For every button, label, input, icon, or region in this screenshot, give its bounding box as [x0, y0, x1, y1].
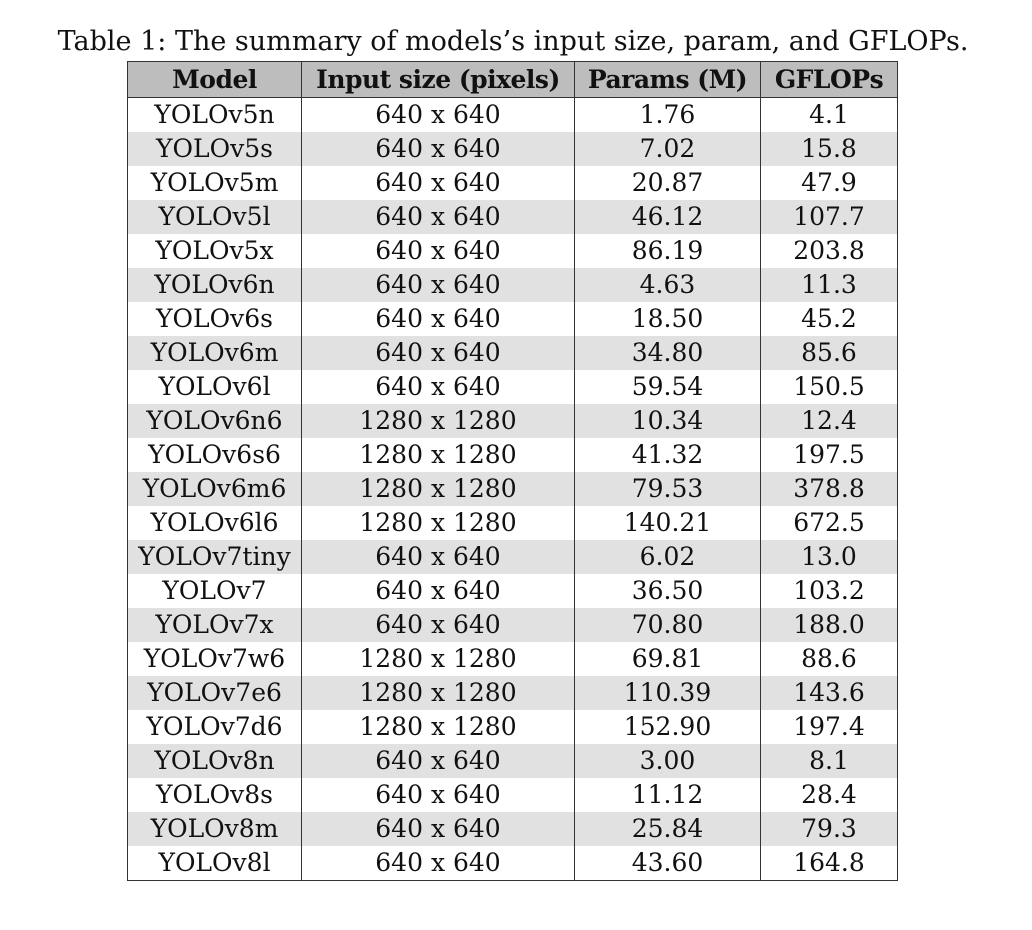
cell-input-size: 640 x 640 — [302, 132, 575, 166]
table-row — [128, 540, 898, 574]
cell-model: YOLOv6l — [128, 370, 302, 404]
header-model: Model — [128, 62, 302, 98]
cell-model: YOLOv5n — [128, 98, 302, 133]
cell-input-size: 640 x 640 — [302, 200, 575, 234]
cell-gflops: 88.6 — [761, 642, 898, 676]
cell-params: 43.60 — [575, 846, 761, 881]
cell-gflops: 47.9 — [761, 166, 898, 200]
cell-input-size: 640 x 640 — [302, 234, 575, 268]
table-row — [128, 370, 898, 404]
cell-input-size: 640 x 640 — [302, 744, 575, 778]
cell-params: 86.19 — [575, 234, 761, 268]
cell-params: 3.00 — [575, 744, 761, 778]
cell-params: 25.84 — [575, 812, 761, 846]
cell-model: YOLOv6n6 — [128, 404, 302, 438]
cell-input-size: 640 x 640 — [302, 846, 575, 881]
header-gflops: GFLOPs — [761, 62, 898, 98]
cell-gflops: 85.6 — [761, 336, 898, 370]
table-header — [128, 62, 898, 98]
cell-model: YOLOv7tiny — [128, 540, 302, 574]
cell-gflops: 672.5 — [761, 506, 898, 540]
cell-model: YOLOv6l6 — [128, 506, 302, 540]
cell-input-size: 1280 x 1280 — [302, 472, 575, 506]
cell-input-size: 640 x 640 — [302, 336, 575, 370]
cell-model: YOLOv6n — [128, 268, 302, 302]
cell-gflops: 203.8 — [761, 234, 898, 268]
table-row — [128, 166, 898, 200]
cell-model: YOLOv6m6 — [128, 472, 302, 506]
cell-params: 41.32 — [575, 438, 761, 472]
cell-params: 59.54 — [575, 370, 761, 404]
cell-params: 70.80 — [575, 608, 761, 642]
cell-gflops: 8.1 — [761, 744, 898, 778]
cell-model: YOLOv5m — [128, 166, 302, 200]
cell-gflops: 45.2 — [761, 302, 898, 336]
cell-params: 152.90 — [575, 710, 761, 744]
cell-gflops: 103.2 — [761, 574, 898, 608]
cell-gflops: 28.4 — [761, 778, 898, 812]
cell-params: 69.81 — [575, 642, 761, 676]
cell-model: YOLOv7e6 — [128, 676, 302, 710]
cell-model: YOLOv7 — [128, 574, 302, 608]
cell-model: YOLOv8m — [128, 812, 302, 846]
cell-input-size: 640 x 640 — [302, 98, 575, 133]
table-row — [128, 132, 898, 166]
table-row — [128, 812, 898, 846]
cell-model: YOLOv5l — [128, 200, 302, 234]
cell-input-size: 640 x 640 — [302, 540, 575, 574]
cell-input-size: 640 x 640 — [302, 608, 575, 642]
cell-input-size: 640 x 640 — [302, 268, 575, 302]
cell-params: 36.50 — [575, 574, 761, 608]
table-row — [128, 302, 898, 336]
table-row — [128, 846, 898, 881]
cell-gflops: 107.7 — [761, 200, 898, 234]
table-row — [128, 642, 898, 676]
cell-gflops: 79.3 — [761, 812, 898, 846]
table-row — [128, 608, 898, 642]
cell-gflops: 197.5 — [761, 438, 898, 472]
cell-model: YOLOv7x — [128, 608, 302, 642]
table-row — [128, 472, 898, 506]
header-input-size: Input size (pixels) — [302, 62, 575, 98]
table-row — [128, 404, 898, 438]
cell-model: YOLOv8s — [128, 778, 302, 812]
table-row — [128, 574, 898, 608]
table-row — [128, 268, 898, 302]
cell-model: YOLOv6s — [128, 302, 302, 336]
cell-gflops: 4.1 — [761, 98, 898, 133]
table-row — [128, 506, 898, 540]
cell-params: 6.02 — [575, 540, 761, 574]
cell-gflops: 15.8 — [761, 132, 898, 166]
cell-params: 34.80 — [575, 336, 761, 370]
cell-input-size: 1280 x 1280 — [302, 642, 575, 676]
table-row — [128, 98, 898, 133]
cell-gflops: 197.4 — [761, 710, 898, 744]
table-row — [128, 234, 898, 268]
cell-params: 20.87 — [575, 166, 761, 200]
cell-input-size: 1280 x 1280 — [302, 506, 575, 540]
table-row — [128, 778, 898, 812]
cell-gflops: 143.6 — [761, 676, 898, 710]
cell-model: YOLOv5s — [128, 132, 302, 166]
cell-input-size: 1280 x 1280 — [302, 710, 575, 744]
table-row — [128, 676, 898, 710]
cell-input-size: 1280 x 1280 — [302, 676, 575, 710]
cell-model: YOLOv7d6 — [128, 710, 302, 744]
cell-params: 18.50 — [575, 302, 761, 336]
cell-input-size: 640 x 640 — [302, 302, 575, 336]
cell-input-size: 640 x 640 — [302, 166, 575, 200]
cell-gflops: 11.3 — [761, 268, 898, 302]
table-row — [128, 744, 898, 778]
cell-gflops: 13.0 — [761, 540, 898, 574]
cell-params: 10.34 — [575, 404, 761, 438]
cell-input-size: 640 x 640 — [302, 574, 575, 608]
cell-params: 1.76 — [575, 98, 761, 133]
header-row — [128, 62, 898, 98]
cell-input-size: 640 x 640 — [302, 778, 575, 812]
table-body — [128, 98, 898, 881]
table-caption: Table 1: The summary of models’s input size, param, and GFLOPs. — [57, 26, 969, 57]
cell-gflops: 150.5 — [761, 370, 898, 404]
cell-model: YOLOv8n — [128, 744, 302, 778]
cell-gflops: 12.4 — [761, 404, 898, 438]
header-params: Params (M) — [575, 62, 761, 98]
cell-model: YOLOv6s6 — [128, 438, 302, 472]
model-summary-table — [127, 61, 898, 881]
cell-gflops: 164.8 — [761, 846, 898, 881]
table-row — [128, 200, 898, 234]
cell-input-size: 1280 x 1280 — [302, 404, 575, 438]
cell-input-size: 640 x 640 — [302, 812, 575, 846]
cell-params: 79.53 — [575, 472, 761, 506]
cell-model: YOLOv7w6 — [128, 642, 302, 676]
cell-params: 46.12 — [575, 200, 761, 234]
cell-model: YOLOv8l — [128, 846, 302, 881]
cell-model: YOLOv6m — [128, 336, 302, 370]
cell-params: 110.39 — [575, 676, 761, 710]
cell-params: 4.63 — [575, 268, 761, 302]
table-row — [128, 336, 898, 370]
table-row — [128, 710, 898, 744]
cell-model: YOLOv5x — [128, 234, 302, 268]
cell-input-size: 1280 x 1280 — [302, 438, 575, 472]
cell-gflops: 378.8 — [761, 472, 898, 506]
cell-params: 11.12 — [575, 778, 761, 812]
cell-gflops: 188.0 — [761, 608, 898, 642]
cell-input-size: 640 x 640 — [302, 370, 575, 404]
cell-params: 7.02 — [575, 132, 761, 166]
table-row — [128, 438, 898, 472]
cell-params: 140.21 — [575, 506, 761, 540]
